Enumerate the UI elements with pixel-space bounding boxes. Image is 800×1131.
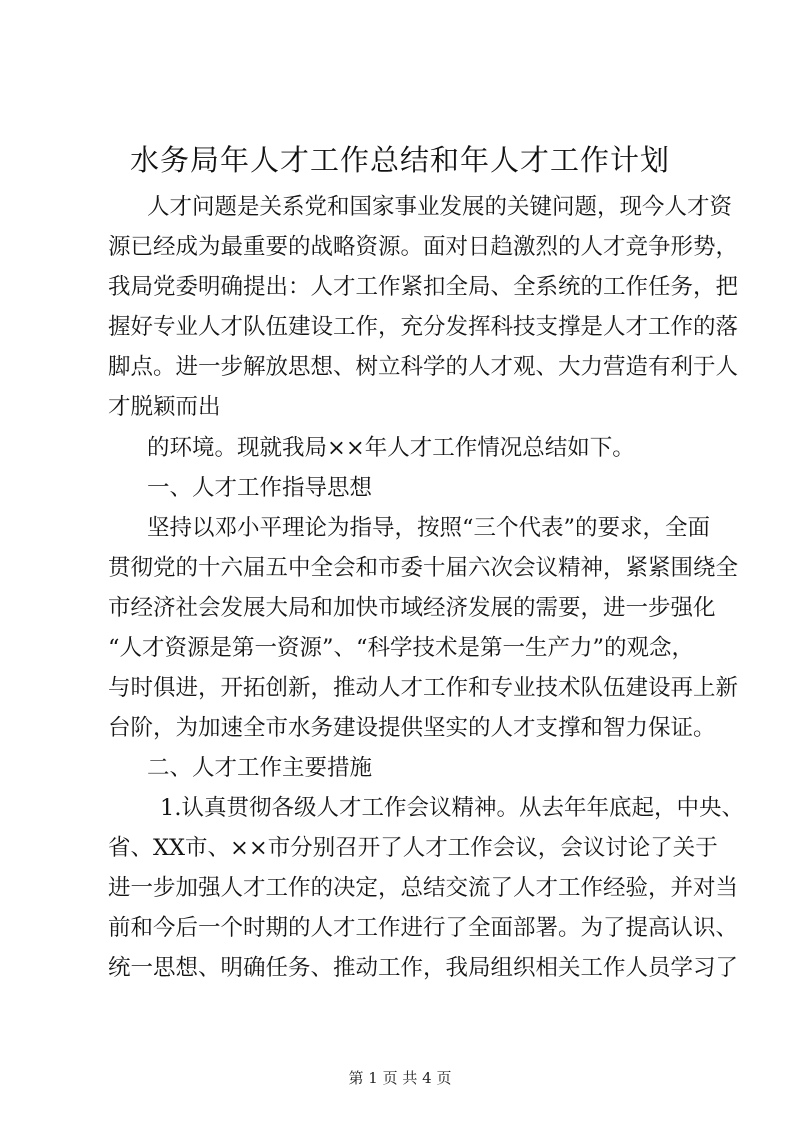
page-footer: 第 1 页 共 4 页 (348, 1069, 452, 1087)
document-title: 水务局年人才工作总结和年人才工作计划 (129, 143, 670, 177)
paragraph-line: 的环境。现就我局××年人才工作情况总结如下。 (147, 435, 635, 461)
section-heading: 一、人才工作指导思想 (147, 475, 373, 501)
paragraph-line: 我局党委明确提出：人才工作紧扣全局、全系统的工作任务，把 (108, 274, 739, 300)
paragraph-line: 省、XX市、××市分别召开了人才工作会议，会议讨论了关于 (108, 835, 718, 861)
section-heading: 二、人才工作主要措施 (147, 755, 373, 781)
paragraph-line: 握好专业人才队伍建设工作，充分发挥科技支撑是人才工作的落 (108, 314, 739, 340)
paragraph-line: 贯彻党的十六届五中全会和市委十届六次会议精神，紧紧围绕全 (108, 555, 739, 581)
paragraph-line: 才脱颖而出 (108, 394, 221, 420)
paragraph-line: 脚点。进一步解放思想、树立科学的人才观、大力营造有利于人 (108, 354, 739, 380)
paragraph-line: 进一步加强人才工作的决定，总结交流了人才工作经验，并对当 (108, 875, 739, 901)
paragraph-line: 坚持以邓小平理论为指导，按照“三个代表”的要求，全面 (147, 515, 711, 541)
paragraph-line: 与时俱进，开拓创新，推动人才工作和专业技术队伍建设再上新 (108, 675, 739, 701)
paragraph-line: 人才问题是关系党和国家事业发展的关键问题，现今人才资 (147, 194, 733, 220)
paragraph-line: 1.认真贯彻各级人才工作会议精神。从去年年底起，中央、 (160, 795, 744, 821)
paragraph-line: 台阶，为加速全市水务建设提供坚实的人才支撑和智力保证。 (108, 715, 716, 741)
paragraph-line: 前和今后一个时期的人才工作进行了全面部署。为了提高认识、 (108, 915, 739, 941)
paragraph-line: 源已经成为最重要的战略资源。面对日趋激烈的人才竞争形势， (108, 234, 739, 260)
paragraph-line: “人才资源是第一资源”、“科学技术是第一生产力”的观念， (108, 635, 695, 661)
paragraph-line: 统一思想、明确任务、推动工作，我局组织相关工作人员学习了 (108, 955, 739, 981)
paragraph-line: 市经济社会发展大局和加快市域经济发展的需要，进一步强化 (108, 595, 716, 621)
